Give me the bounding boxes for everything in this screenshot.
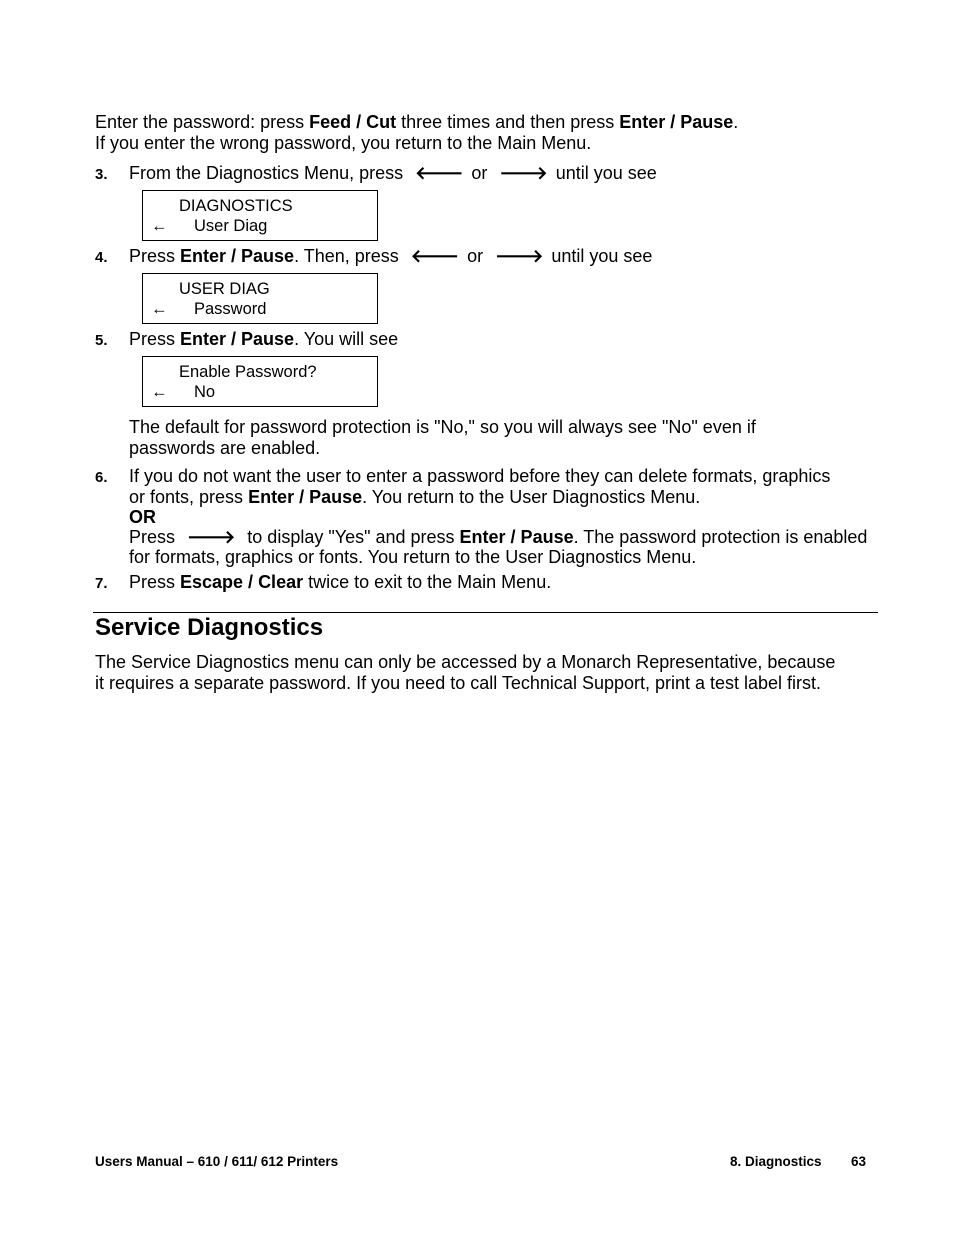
step-6-line-2 xyxy=(129,487,700,508)
right-arrow-icon: 🡒 xyxy=(187,527,236,547)
or-label: OR xyxy=(129,507,156,527)
step-5-text xyxy=(129,329,398,350)
section-paragraph-line-1: The Service Diagnostics menu can only be accessed by a Monarch Representative, because xyxy=(95,652,836,672)
step-text: to display "Yes" and press xyxy=(247,527,460,547)
or-text: or xyxy=(467,246,484,266)
step-text: . You return to the User Diagnostics Menu. xyxy=(362,487,701,507)
step-number: 5. xyxy=(95,332,108,349)
step-7-text xyxy=(129,572,551,593)
escape-clear-key: Escape / Clear xyxy=(180,572,304,592)
step-text: . The password protection is enabled xyxy=(573,527,868,547)
step-text: From the Diagnostics Menu, press xyxy=(129,163,404,183)
enter-pause-key: Enter / Pause xyxy=(180,329,295,349)
step-text: Press xyxy=(129,527,176,547)
step-text: . You will see xyxy=(294,329,399,349)
step-text: Press xyxy=(129,329,181,349)
step-text: . Then, press xyxy=(294,246,399,266)
or-text: or xyxy=(471,163,488,183)
lcd-value: Password xyxy=(194,300,267,318)
enter-pause-key: Enter / Pause xyxy=(459,527,574,547)
intro-text: three times and then press xyxy=(396,112,620,132)
step-number: 7. xyxy=(95,575,108,592)
section-title: Service Diagnostics xyxy=(95,614,324,641)
step-text: until you see xyxy=(555,163,657,183)
step-text: or fonts, press xyxy=(129,487,249,507)
step-6-line-1: If you do not want the user to enter a password before they can delete formats, graphics xyxy=(129,466,831,486)
step-number: 4. xyxy=(95,249,108,266)
lcd-display xyxy=(142,190,378,241)
intro-line-2: If you enter the wrong password, you return to the Main Menu. xyxy=(95,133,592,153)
step-6-line-5: for formats, graphics or fonts. You return to the User Diagnostics Menu. xyxy=(129,547,697,567)
right-arrow-icon: 🡒 xyxy=(499,163,548,183)
lcd-value: User Diag xyxy=(194,217,268,235)
step-text: twice to exit to the Main Menu. xyxy=(303,572,552,592)
footer-chapter: 8. Diagnostics xyxy=(730,1154,822,1169)
lcd-display xyxy=(142,356,378,407)
left-arrow-icon: ← xyxy=(151,383,168,401)
step-number: 3. xyxy=(95,166,108,183)
lcd-line-2 xyxy=(151,216,267,236)
lcd-line-2 xyxy=(151,382,215,402)
right-arrow-icon: 🡒 xyxy=(495,246,544,266)
step-number: 6. xyxy=(95,469,108,486)
step-6-line-4 xyxy=(129,527,867,548)
footer-manual-title: Users Manual – 610 / 611/ 612 Printers xyxy=(95,1154,339,1169)
enter-pause-key: Enter / Pause xyxy=(619,112,734,132)
section-divider xyxy=(93,612,878,613)
left-arrow-icon: 🡐 xyxy=(415,163,464,183)
intro-text: Enter the password: press xyxy=(95,112,310,132)
step-text: Press xyxy=(129,572,181,592)
lcd-line-1: USER DIAG xyxy=(179,280,270,298)
step-5-note-2: passwords are enabled. xyxy=(129,438,321,458)
enter-pause-key: Enter / Pause xyxy=(180,246,295,266)
footer-page-number: 63 xyxy=(851,1154,867,1169)
step-4-text xyxy=(129,246,652,267)
step-text: Press xyxy=(129,246,181,266)
lcd-display xyxy=(142,273,378,324)
lcd-line-1: DIAGNOSTICS xyxy=(179,197,293,215)
lcd-line-2 xyxy=(151,299,266,319)
left-arrow-icon: ← xyxy=(151,300,168,318)
intro-line-1 xyxy=(95,112,738,133)
step-text: until you see xyxy=(551,246,653,266)
feed-cut-key: Feed / Cut xyxy=(309,112,397,132)
lcd-line-1: Enable Password? xyxy=(179,363,317,381)
intro-text: . xyxy=(733,112,739,132)
left-arrow-icon: 🡐 xyxy=(410,246,460,266)
step-3-text xyxy=(129,163,657,184)
enter-pause-key: Enter / Pause xyxy=(248,487,363,507)
step-5-note-1: The default for password protection is "No," so you will always see "No" even if xyxy=(129,417,756,437)
lcd-value: No xyxy=(194,383,216,401)
left-arrow-icon: ← xyxy=(151,217,168,235)
section-paragraph-line-2: it requires a separate password. If you need to call Technical Support, print a test label first. xyxy=(95,673,822,693)
